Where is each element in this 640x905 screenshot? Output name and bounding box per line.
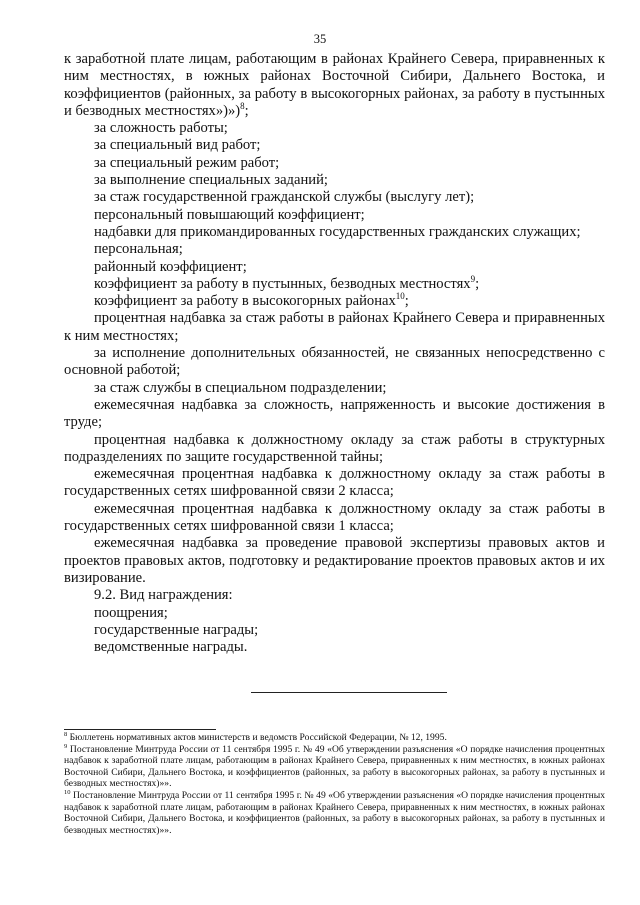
footnote-ref[interactable]: 10 [395, 291, 405, 302]
paragraph-tail: ; [404, 293, 409, 310]
paragraph-text: коэффициент за работу в высокогорных районах [94, 293, 396, 310]
footnote-text: Постановление Минтруда России от 11 сентября 1995 г. № 49 «Об утверждении разъяснения «О порядке начисления процентных надбавок к заработной плате лицам, работающим в районах Крайнего Севера, приравненных к ним местностях, в южных районах Восточной Сибири, Дальнего Востока, и коэффициентов (районных, за работу в высокогорных районах, за работу в пустынных и безводных местностях)»». [64, 789, 605, 836]
paragraph-text: к заработной плате лицам, работающим в районах Крайнего Севера, приравненных к ним местностях, в южных районах Восточной Сибири, Дальнего Востока, и коэффициентов (районных, за работу в высокогорных районах, за работу в пустынных и безводных местностях»)») [64, 51, 605, 119]
paragraph-text: надбавки для прикомандированных государственных гражданских служащих; [94, 223, 581, 240]
paragraph [64, 293, 605, 310]
paragraph-text: персональная; [94, 241, 183, 258]
paragraph-text: за специальный вид работ; [94, 137, 261, 154]
paragraph [64, 345, 605, 380]
paragraph-text: процентная надбавка за стаж работы в районах Крайнего Севера и приравненных к ним местностях; [64, 310, 605, 344]
paragraph-text: ежемесячная процентная надбавка к должностному окладу за стаж работы в государственных сетях шифрованной связи 2 класса; [64, 466, 605, 500]
footnote-text: Бюллетень нормативных актов министерств и ведомств Российской Федерации, № 12, 1995. [69, 732, 447, 743]
paragraph-text: за сложность работы; [94, 120, 228, 137]
paragraph [64, 310, 605, 345]
paragraph-text: за исполнение дополнительных обязанностей, не связанных непосредственно с основной работой; [64, 345, 605, 379]
paragraph-text: коэффициент за работу в пустынных, безводных местностях [94, 275, 471, 292]
paragraph [64, 380, 605, 397]
paragraph-text: ежемесячная надбавка за сложность, напряженность и высокие достижения в труде; [64, 396, 605, 431]
paragraph [64, 639, 605, 656]
paragraph [64, 207, 605, 224]
paragraph [64, 587, 605, 604]
paragraph-text: персональный повышающий коэффициент; [94, 206, 365, 223]
footnote-ref[interactable]: 8 [240, 101, 245, 112]
paragraph [64, 535, 605, 587]
paragraph [64, 189, 605, 206]
paragraph [64, 501, 605, 536]
footnote-rule [64, 729, 216, 730]
footnote-ref[interactable]: 9 [470, 274, 476, 284]
section-divider [251, 692, 447, 693]
paragraph-text: процентная надбавка к должностному окладу за стаж работы в структурных подразделениях по защите государственной тайны; [64, 431, 605, 465]
paragraph [64, 397, 605, 432]
paragraph [64, 172, 605, 189]
paragraph [64, 155, 605, 172]
paragraph-text: поощрения; [94, 604, 168, 621]
paragraph [64, 224, 605, 241]
footnote-number: 10 [64, 788, 71, 796]
body-text [64, 51, 605, 656]
paragraph-text: районный коэффициент; [94, 258, 247, 275]
footnote-number: 8 [64, 730, 68, 738]
footnote-number: 9 [64, 742, 68, 750]
paragraph-text: за стаж государственной гражданской службы (выслугу лет); [94, 189, 475, 206]
paragraph-text: за выполнение специальных заданий; [94, 172, 328, 189]
paragraph [64, 466, 605, 501]
paragraph [64, 259, 605, 276]
footnote [64, 732, 605, 744]
footnotes [64, 732, 605, 836]
paragraph [64, 241, 605, 258]
paragraph-text: государственные награды; [94, 621, 259, 638]
paragraph [64, 432, 605, 467]
paragraph-text: 9.2. Вид награждения: [94, 587, 233, 604]
paragraph-text: за стаж службы в специальном подразделении; [94, 379, 387, 396]
paragraph-text: ведомственные награды. [94, 639, 248, 656]
paragraph-text: ежемесячная процентная надбавка к должностному окладу за стаж работы в государственных сетях шифрованной связи 1 класса; [64, 500, 605, 535]
footnote [64, 790, 605, 836]
paragraph-text: ежемесячная надбавка за проведение правовой экспертизы правовых актов и проектов правовых актов, подготовку и редактирование проектов правовых актов и их визирование. [64, 535, 605, 586]
footnote [64, 744, 605, 790]
paragraph [64, 51, 605, 120]
paragraph [64, 276, 605, 293]
paragraph-tail: ; [244, 102, 249, 119]
footnote-text: Постановление Минтруда России от 11 сентября 1995 г. № 49 «Об утверждении разъяснения «О порядке начисления процентных надбавок к заработной плате лицам, работающим в районах Крайнего Севера, приравненных к ним местностях, в южных районах Восточной Сибири, Дальнего Востока, и коэффициентов (районных, за работу в высокогорных районах, за работу в пустынных и безводных местностях)»». [64, 743, 605, 790]
paragraph-tail: ; [475, 275, 480, 292]
page-number: 35 [313, 32, 327, 46]
paragraph-text: за специальный режим работ; [94, 154, 280, 171]
paragraph [64, 120, 605, 137]
paragraph [64, 622, 605, 639]
paragraph [64, 605, 605, 622]
paragraph [64, 137, 605, 154]
